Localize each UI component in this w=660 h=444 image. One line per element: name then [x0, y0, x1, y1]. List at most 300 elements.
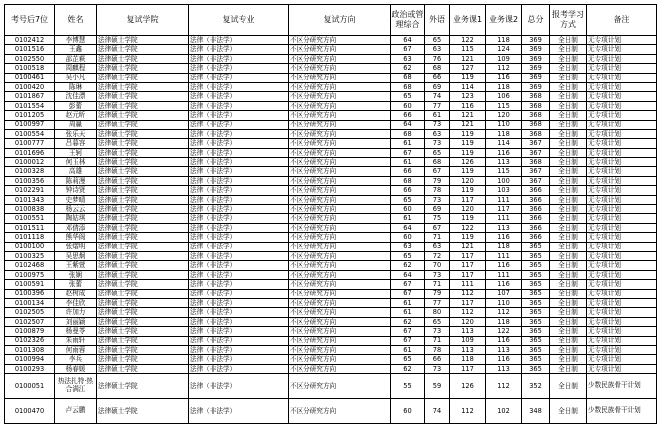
subject1-score-cell: 126 [450, 158, 486, 167]
college-cell: 法律硕士学院 [97, 167, 189, 176]
header-total: 总分 [522, 5, 550, 36]
politics-score-cell: 63 [391, 54, 425, 63]
politics-score-cell: 66 [391, 111, 425, 120]
remarks-cell: 无专项计划 [587, 345, 657, 354]
remarks-cell: 无专项计划 [587, 54, 657, 63]
study-mode-cell: 全日制 [550, 364, 587, 373]
subject2-score-cell: 110 [486, 120, 522, 129]
subject1-score-cell: 121 [450, 120, 486, 129]
study-mode-cell: 全日制 [550, 327, 587, 336]
language-score-cell: 80 [425, 308, 450, 317]
college-cell: 法律硕士学院 [97, 101, 189, 110]
subject1-score-cell: 109 [450, 336, 486, 345]
exam-id-cell: 0101696 [5, 148, 55, 157]
direction-cell: 不区分研究方向 [289, 327, 391, 336]
direction-cell: 不区分研究方向 [289, 317, 391, 326]
college-cell: 法律硕士学院 [97, 111, 189, 120]
language-score-cell: 71 [425, 233, 450, 242]
politics-score-cell: 67 [391, 327, 425, 336]
table-row [5, 355, 657, 364]
politics-score-cell: 65 [391, 92, 425, 101]
subject1-score-cell: 116 [450, 101, 486, 110]
remarks-cell: 无专项计划 [587, 195, 657, 204]
subject2-score-cell: 112 [486, 308, 522, 317]
table-row [5, 317, 657, 326]
remarks-cell: 无专项计划 [587, 280, 657, 289]
language-score-cell: 67 [425, 167, 450, 176]
major-cell: 法律（非法学） [189, 45, 289, 54]
subject2-score-cell: 103 [486, 186, 522, 195]
exam-id-cell: 0100551 [5, 214, 55, 223]
subject2-score-cell: 111 [486, 195, 522, 204]
total-score-cell: 365 [522, 289, 550, 298]
remarks-cell: 无专项计划 [587, 364, 657, 373]
name-cell: 陈琳 [55, 82, 97, 91]
name-cell: 何雨蓉 [55, 345, 97, 354]
total-score-cell: 365 [522, 308, 550, 317]
subject2-score-cell: 118 [486, 129, 522, 138]
subject1-score-cell: 119 [450, 129, 486, 138]
subject1-score-cell: 111 [450, 280, 486, 289]
header-direction: 复试方向 [289, 5, 391, 36]
subject2-score-cell: 116 [486, 233, 522, 242]
study-mode-cell: 全日制 [550, 298, 587, 307]
table-row [5, 270, 657, 279]
major-cell: 法律（非法学） [189, 195, 289, 204]
exam-id-cell: 0102326 [5, 336, 55, 345]
politics-score-cell: 61 [391, 345, 425, 354]
direction-cell: 不区分研究方向 [289, 242, 391, 251]
remarks-cell: 无专项计划 [587, 111, 657, 120]
subject1-score-cell: 121 [450, 242, 486, 251]
major-cell: 法律（非法学） [189, 280, 289, 289]
college-cell: 法律硕士学院 [97, 176, 189, 185]
remarks-cell: 少数民族骨干计划 [587, 399, 657, 424]
language-score-cell: 74 [425, 399, 450, 424]
exam-id-cell: 0100012 [5, 158, 55, 167]
header-study-mode: 报考学习方式 [550, 5, 587, 36]
politics-score-cell: 68 [391, 82, 425, 91]
politics-score-cell: 65 [391, 251, 425, 260]
language-score-cell: 67 [425, 223, 450, 232]
subject2-score-cell: 111 [486, 214, 522, 223]
total-score-cell: 368 [522, 129, 550, 138]
remarks-cell: 无专项计划 [587, 73, 657, 82]
study-mode-cell: 全日制 [550, 54, 587, 63]
table-row [5, 36, 657, 45]
exam-id-cell: 0101554 [5, 101, 55, 110]
direction-cell: 不区分研究方向 [289, 214, 391, 223]
subject2-score-cell: 116 [486, 261, 522, 270]
table-row [5, 298, 657, 307]
table-row [5, 261, 657, 270]
major-cell: 法律（非法学） [189, 36, 289, 45]
total-score-cell: 365 [522, 270, 550, 279]
study-mode-cell: 全日制 [550, 399, 587, 424]
language-score-cell: 75 [425, 214, 450, 223]
table-row [5, 336, 657, 345]
major-cell: 法律（非法学） [189, 101, 289, 110]
table-row [5, 223, 657, 232]
politics-score-cell: 67 [391, 148, 425, 157]
subject1-score-cell: 118 [450, 355, 486, 364]
major-cell: 法律（非法学） [189, 54, 289, 63]
language-score-cell: 79 [425, 289, 450, 298]
exam-id-cell: 0101118 [5, 233, 55, 242]
politics-score-cell: 62 [391, 261, 425, 270]
exam-id-cell: 0102412 [5, 36, 55, 45]
remarks-cell: 无专项计划 [587, 214, 657, 223]
direction-cell: 不区分研究方向 [289, 139, 391, 148]
major-cell: 法律（非法学） [189, 223, 289, 232]
exam-id-cell: 0100461 [5, 73, 55, 82]
subject1-score-cell: 113 [450, 345, 486, 354]
exam-id-cell: 0100051 [5, 374, 55, 399]
college-cell: 法律硕士学院 [97, 92, 189, 101]
college-cell: 法律硕士学院 [97, 261, 189, 270]
direction-cell: 不区分研究方向 [289, 82, 391, 91]
subject1-score-cell: 123 [450, 92, 486, 101]
table-row [5, 129, 657, 138]
table-row [5, 280, 657, 289]
major-cell: 法律（非法学） [189, 336, 289, 345]
total-score-cell: 368 [522, 92, 550, 101]
name-cell: 许加力 [55, 308, 97, 317]
remarks-cell: 无专项计划 [587, 139, 657, 148]
name-cell: 沈佳漂 [55, 92, 97, 101]
study-mode-cell: 全日制 [550, 280, 587, 289]
language-score-cell: 73 [425, 139, 450, 148]
politics-score-cell: 65 [391, 355, 425, 364]
college-cell: 法律硕士学院 [97, 195, 189, 204]
direction-cell: 不区分研究方向 [289, 120, 391, 129]
name-cell: 张蕾 [55, 280, 97, 289]
name-cell: 彭蕾 [55, 101, 97, 110]
language-score-cell: 69 [425, 82, 450, 91]
table-row [5, 205, 657, 214]
language-score-cell: 63 [425, 129, 450, 138]
remarks-cell: 无专项计划 [587, 261, 657, 270]
table-row [5, 289, 657, 298]
name-cell: 张乐天 [55, 129, 97, 138]
major-cell: 法律（非法学） [189, 205, 289, 214]
major-cell: 法律（非法学） [189, 139, 289, 148]
language-score-cell: 73 [425, 120, 450, 129]
exam-id-cell: 0100470 [5, 399, 55, 424]
name-cell: 王轲 [55, 148, 97, 157]
exam-id-cell: 0100777 [5, 139, 55, 148]
language-score-cell: 71 [425, 336, 450, 345]
table-row [5, 233, 657, 242]
remarks-cell: 无专项计划 [587, 355, 657, 364]
remarks-cell: 无专项计划 [587, 317, 657, 326]
table-row [5, 167, 657, 176]
name-cell: 邓倩添 [55, 223, 97, 232]
college-cell: 法律硕士学院 [97, 289, 189, 298]
college-cell: 法律硕士学院 [97, 45, 189, 54]
direction-cell: 不区分研究方向 [289, 186, 391, 195]
header-remarks: 备注 [587, 5, 657, 36]
language-score-cell: 73 [425, 270, 450, 279]
subject1-score-cell: 117 [450, 364, 486, 373]
study-mode-cell: 全日制 [550, 195, 587, 204]
college-cell: 法律硕士学院 [97, 308, 189, 317]
exam-id-cell: 0100997 [5, 120, 55, 129]
direction-cell: 不区分研究方向 [289, 195, 391, 204]
total-score-cell: 368 [522, 120, 550, 129]
total-score-cell: 368 [522, 111, 550, 120]
language-score-cell: 74 [425, 92, 450, 101]
exam-id-cell: 0100518 [5, 64, 55, 73]
subject1-score-cell: 119 [450, 233, 486, 242]
study-mode-cell: 全日制 [550, 374, 587, 399]
study-mode-cell: 全日制 [550, 36, 587, 45]
direction-cell: 不区分研究方向 [289, 92, 391, 101]
total-score-cell: 368 [522, 158, 550, 167]
language-score-cell: 78 [425, 186, 450, 195]
subject2-score-cell: 112 [486, 64, 522, 73]
exam-id-cell: 0100554 [5, 129, 55, 138]
language-score-cell: 63 [425, 45, 450, 54]
study-mode-cell: 全日制 [550, 120, 587, 129]
subject1-score-cell: 117 [450, 195, 486, 204]
college-cell: 法律硕士学院 [97, 186, 189, 195]
remarks-cell: 无专项计划 [587, 64, 657, 73]
college-cell: 法律硕士学院 [97, 158, 189, 167]
total-score-cell: 365 [522, 261, 550, 270]
name-cell: 何玉林 [55, 158, 97, 167]
major-cell: 法律（非法学） [189, 167, 289, 176]
study-mode-cell: 全日制 [550, 73, 587, 82]
college-cell: 法律硕士学院 [97, 148, 189, 157]
name-cell: 高雄 [55, 167, 97, 176]
college-cell: 法律硕士学院 [97, 242, 189, 251]
subject1-score-cell: 127 [450, 64, 486, 73]
politics-score-cell: 62 [391, 364, 425, 373]
politics-score-cell: 66 [391, 167, 425, 176]
name-cell: 陈莉漫 [55, 176, 97, 185]
total-score-cell: 367 [522, 176, 550, 185]
study-mode-cell: 全日制 [550, 64, 587, 73]
study-mode-cell: 全日制 [550, 111, 587, 120]
politics-score-cell: 64 [391, 120, 425, 129]
total-score-cell: 365 [522, 327, 550, 336]
study-mode-cell: 全日制 [550, 139, 587, 148]
total-score-cell: 352 [522, 374, 550, 399]
name-cell: 王鑫 [55, 45, 97, 54]
name-cell: 周麒程 [55, 64, 97, 73]
admission-list [4, 4, 656, 424]
table-row [5, 120, 657, 129]
subject2-score-cell: 113 [486, 223, 522, 232]
remarks-cell: 无专项计划 [587, 233, 657, 242]
language-score-cell: 61 [425, 111, 450, 120]
major-cell: 法律（非法学） [189, 64, 289, 73]
study-mode-cell: 全日制 [550, 92, 587, 101]
language-score-cell: 77 [425, 298, 450, 307]
table-row [5, 327, 657, 336]
subject2-score-cell: 118 [486, 317, 522, 326]
table-row [5, 251, 657, 260]
subject1-score-cell: 117 [450, 251, 486, 260]
remarks-cell: 无专项计划 [587, 308, 657, 317]
subject2-score-cell: 100 [486, 176, 522, 185]
politics-score-cell: 66 [391, 186, 425, 195]
college-cell: 法律硕士学院 [97, 399, 189, 424]
subject2-score-cell: 110 [486, 298, 522, 307]
study-mode-cell: 全日制 [550, 158, 587, 167]
header-name: 姓名 [55, 5, 97, 36]
table-row [5, 364, 657, 373]
major-cell: 法律（非法学） [189, 111, 289, 120]
exam-id-cell: 0100879 [5, 327, 55, 336]
remarks-cell: 无专项计划 [587, 186, 657, 195]
language-score-cell: 66 [425, 73, 450, 82]
total-score-cell: 369 [522, 73, 550, 82]
total-score-cell: 365 [522, 251, 550, 260]
study-mode-cell: 全日制 [550, 251, 587, 260]
remarks-cell: 无专项计划 [587, 270, 657, 279]
college-cell: 法律硕士学院 [97, 214, 189, 223]
subject2-score-cell: 118 [486, 242, 522, 251]
total-score-cell: 367 [522, 167, 550, 176]
direction-cell: 不区分研究方向 [289, 261, 391, 270]
exam-id-cell: 0100975 [5, 270, 55, 279]
subject2-score-cell: 113 [486, 345, 522, 354]
college-cell: 法律硕士学院 [97, 82, 189, 91]
exam-id-cell: 0100591 [5, 280, 55, 289]
direction-cell: 不区分研究方向 [289, 251, 391, 260]
name-cell: 赵元昕 [55, 111, 97, 120]
language-score-cell: 65 [425, 317, 450, 326]
table-row [5, 82, 657, 91]
college-cell: 法律硕士学院 [97, 345, 189, 354]
direction-cell: 不区分研究方向 [289, 355, 391, 364]
exam-id-cell: 0100100 [5, 242, 55, 251]
study-mode-cell: 全日制 [550, 148, 587, 157]
subject1-score-cell: 113 [450, 327, 486, 336]
major-cell: 法律（非法学） [189, 355, 289, 364]
politics-score-cell: 60 [391, 233, 425, 242]
exam-id-cell: 0100328 [5, 167, 55, 176]
major-cell: 法律（非法学） [189, 158, 289, 167]
study-mode-cell: 全日制 [550, 261, 587, 270]
politics-score-cell: 67 [391, 45, 425, 54]
subject2-score-cell: 116 [486, 280, 522, 289]
direction-cell: 不区分研究方向 [289, 158, 391, 167]
exam-id-cell: 0102291 [5, 186, 55, 195]
table-row [5, 399, 657, 424]
header-exam-id: 考号后7位 [5, 5, 55, 36]
politics-score-cell: 62 [391, 64, 425, 73]
subject1-score-cell: 112 [450, 399, 486, 424]
remarks-cell: 无专项计划 [587, 45, 657, 54]
college-cell: 法律硕士学院 [97, 251, 189, 260]
subject1-score-cell: 119 [450, 73, 486, 82]
subject1-score-cell: 114 [450, 82, 486, 91]
table-row [5, 242, 657, 251]
exam-id-cell: 0100994 [5, 355, 55, 364]
study-mode-cell: 全日制 [550, 345, 587, 354]
total-score-cell: 365 [522, 317, 550, 326]
direction-cell: 不区分研究方向 [289, 233, 391, 242]
major-cell: 法律（非法学） [189, 399, 289, 424]
table-row [5, 45, 657, 54]
subject1-score-cell: 117 [450, 261, 486, 270]
name-cell: 吕暮容 [55, 139, 97, 148]
remarks-cell: 无专项计划 [587, 167, 657, 176]
name-cell: 刘丽颖 [55, 317, 97, 326]
language-score-cell: 73 [425, 364, 450, 373]
total-score-cell: 369 [522, 54, 550, 63]
header-language: 外语 [425, 5, 450, 36]
table-row [5, 374, 657, 399]
direction-cell: 不区分研究方向 [289, 64, 391, 73]
college-cell: 法律硕士学院 [97, 317, 189, 326]
subject2-score-cell: 112 [486, 374, 522, 399]
table-row [5, 214, 657, 223]
study-mode-cell: 全日制 [550, 176, 587, 185]
subject2-score-cell: 117 [486, 205, 522, 214]
subject2-score-cell: 114 [486, 139, 522, 148]
total-score-cell: 365 [522, 298, 550, 307]
subject1-score-cell: 112 [450, 308, 486, 317]
subject1-score-cell: 115 [450, 45, 486, 54]
subject1-score-cell: 120 [450, 205, 486, 214]
header-major: 复试专业 [189, 5, 289, 36]
total-score-cell: 366 [522, 223, 550, 232]
remarks-cell: 无专项计划 [587, 92, 657, 101]
direction-cell: 不区分研究方向 [289, 308, 391, 317]
college-cell: 法律硕士学院 [97, 205, 189, 214]
direction-cell: 不区分研究方向 [289, 111, 391, 120]
language-score-cell: 68 [425, 64, 450, 73]
major-cell: 法律（非法学） [189, 242, 289, 251]
direction-cell: 不区分研究方向 [289, 101, 391, 110]
study-mode-cell: 全日制 [550, 317, 587, 326]
subject2-score-cell: 115 [486, 167, 522, 176]
total-score-cell: 369 [522, 45, 550, 54]
exam-id-cell: 0101511 [5, 223, 55, 232]
total-score-cell: 365 [522, 280, 550, 289]
college-cell: 法律硕士学院 [97, 64, 189, 73]
direction-cell: 不区分研究方向 [289, 289, 391, 298]
language-score-cell: 77 [425, 101, 450, 110]
direction-cell: 不区分研究方向 [289, 364, 391, 373]
college-cell: 法律硕士学院 [97, 223, 189, 232]
name-cell: 朱雨轩 [55, 336, 97, 345]
college-cell: 法律硕士学院 [97, 327, 189, 336]
politics-score-cell: 63 [391, 242, 425, 251]
subject1-score-cell: 122 [450, 223, 486, 232]
subject2-score-cell: 118 [486, 36, 522, 45]
exam-id-cell: 0100396 [5, 289, 55, 298]
name-cell: 卢云鹏 [55, 399, 97, 424]
study-mode-cell: 全日制 [550, 308, 587, 317]
remarks-cell: 无专项计划 [587, 298, 657, 307]
language-score-cell: 65 [425, 148, 450, 157]
total-score-cell: 348 [522, 399, 550, 424]
subject2-score-cell: 116 [486, 148, 522, 157]
remarks-cell: 无专项计划 [587, 251, 657, 260]
remarks-cell: 无专项计划 [587, 101, 657, 110]
politics-score-cell: 68 [391, 73, 425, 82]
major-cell: 法律（非法学） [189, 82, 289, 91]
direction-cell: 不区分研究方向 [289, 374, 391, 399]
study-mode-cell: 全日制 [550, 82, 587, 91]
subject1-score-cell: 119 [450, 186, 486, 195]
direction-cell: 不区分研究方向 [289, 36, 391, 45]
